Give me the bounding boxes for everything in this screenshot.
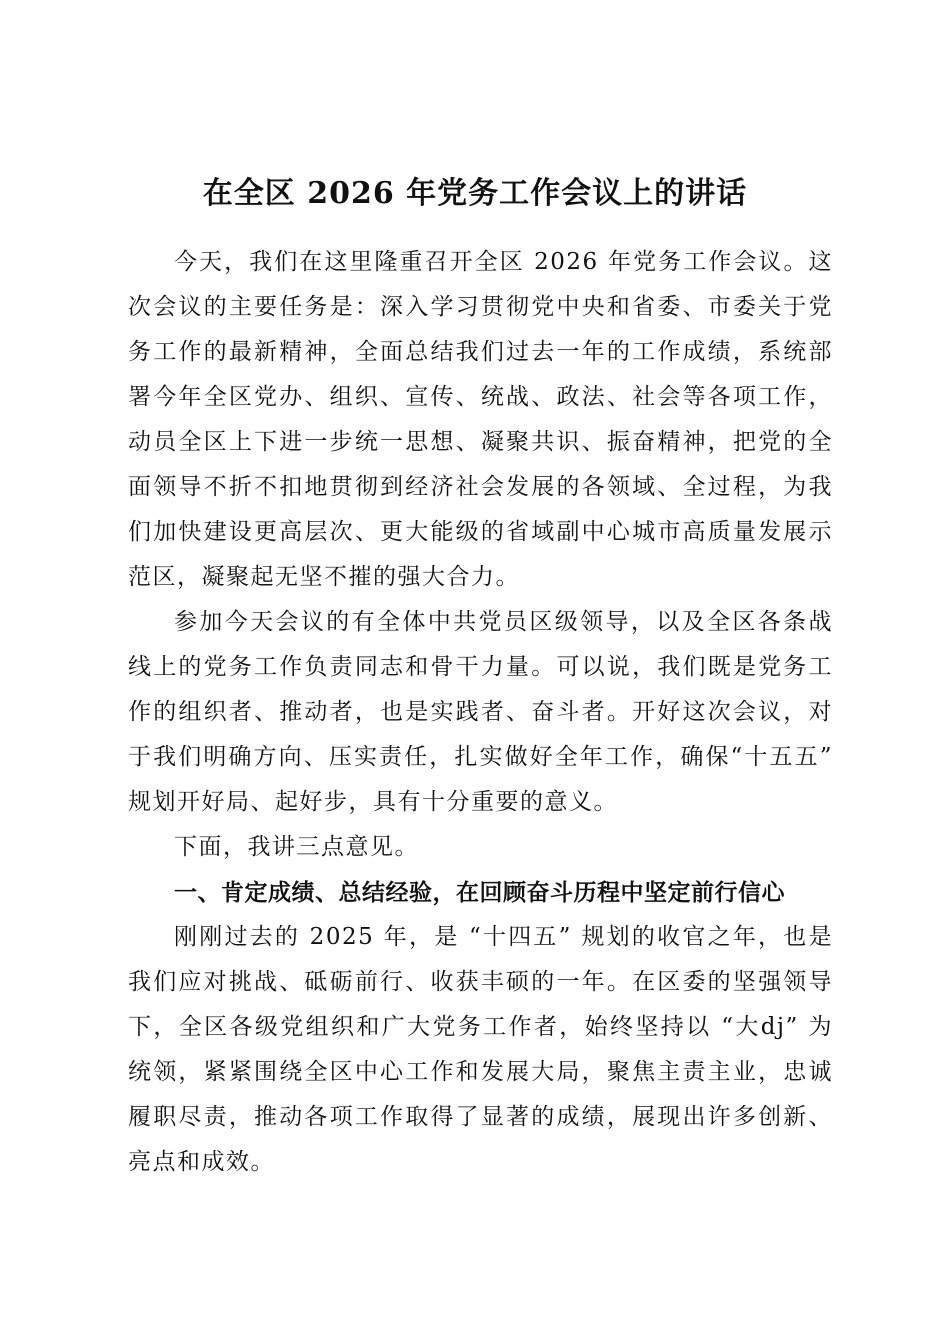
paragraph-1: 今天，我们在这里隆重召开全区 2026 年党务工作会议。这次会议的主要任务是：深入学习贯彻党中央和省委、市委关于党务工作的最新精神，全面总结我们过去一年的工作成绩，系统部署今年全区党办、组织、宣传、统战、政法、社会等各项工作，动员全区上下进一步统一思想、凝聚共识、振奋精神，把党的全面领导不折不扣地贯彻到经济社会发展的各领域、全过程，为我们加快建设更高层次、更大能级的省域副中心城市高质量发展示范区，凝聚起无坚不摧的强大合力。 bbox=[128, 249, 833, 590]
paragraph-3: 下面，我讲三点意见。 bbox=[174, 834, 419, 860]
section-paragraph: 刚刚过去的 2025 年，是 “十四五” 规划的收官之年，也是我们应对挑战、砥砺前行、收获丰硕的一年。在区委的坚强领导下，全区各级党组织和广大党务工作者，始终坚持以 “大dj” 为统领，紧紧围绕全区中心工作和发展大局，聚焦主责主业，忠诚履职尽责，推动各项工作取得了显著的成绩，展现出许多创新、亮点和成效。 bbox=[128, 924, 833, 1175]
document-body bbox=[128, 240, 833, 1185]
paragraph-2: 参加今天会议的有全体中共党员区级领导，以及全区各条战线上的党务工作负责同志和骨干力量。可以说，我们既是党务工作的组织者、推动者，也是实践者、奋斗者。开好这次会议，对于我们明确方向、压实责任，扎实做好全年工作，确保“十五五” 规划开好局、起好步，具有十分重要的意义。 bbox=[128, 609, 833, 815]
document-title: 在全区 2026 年党务工作会议上的讲话 bbox=[202, 176, 748, 211]
section-heading: 一、肯定成绩、总结经验，在回顾奋斗历程中坚定前行信心 bbox=[174, 879, 785, 906]
